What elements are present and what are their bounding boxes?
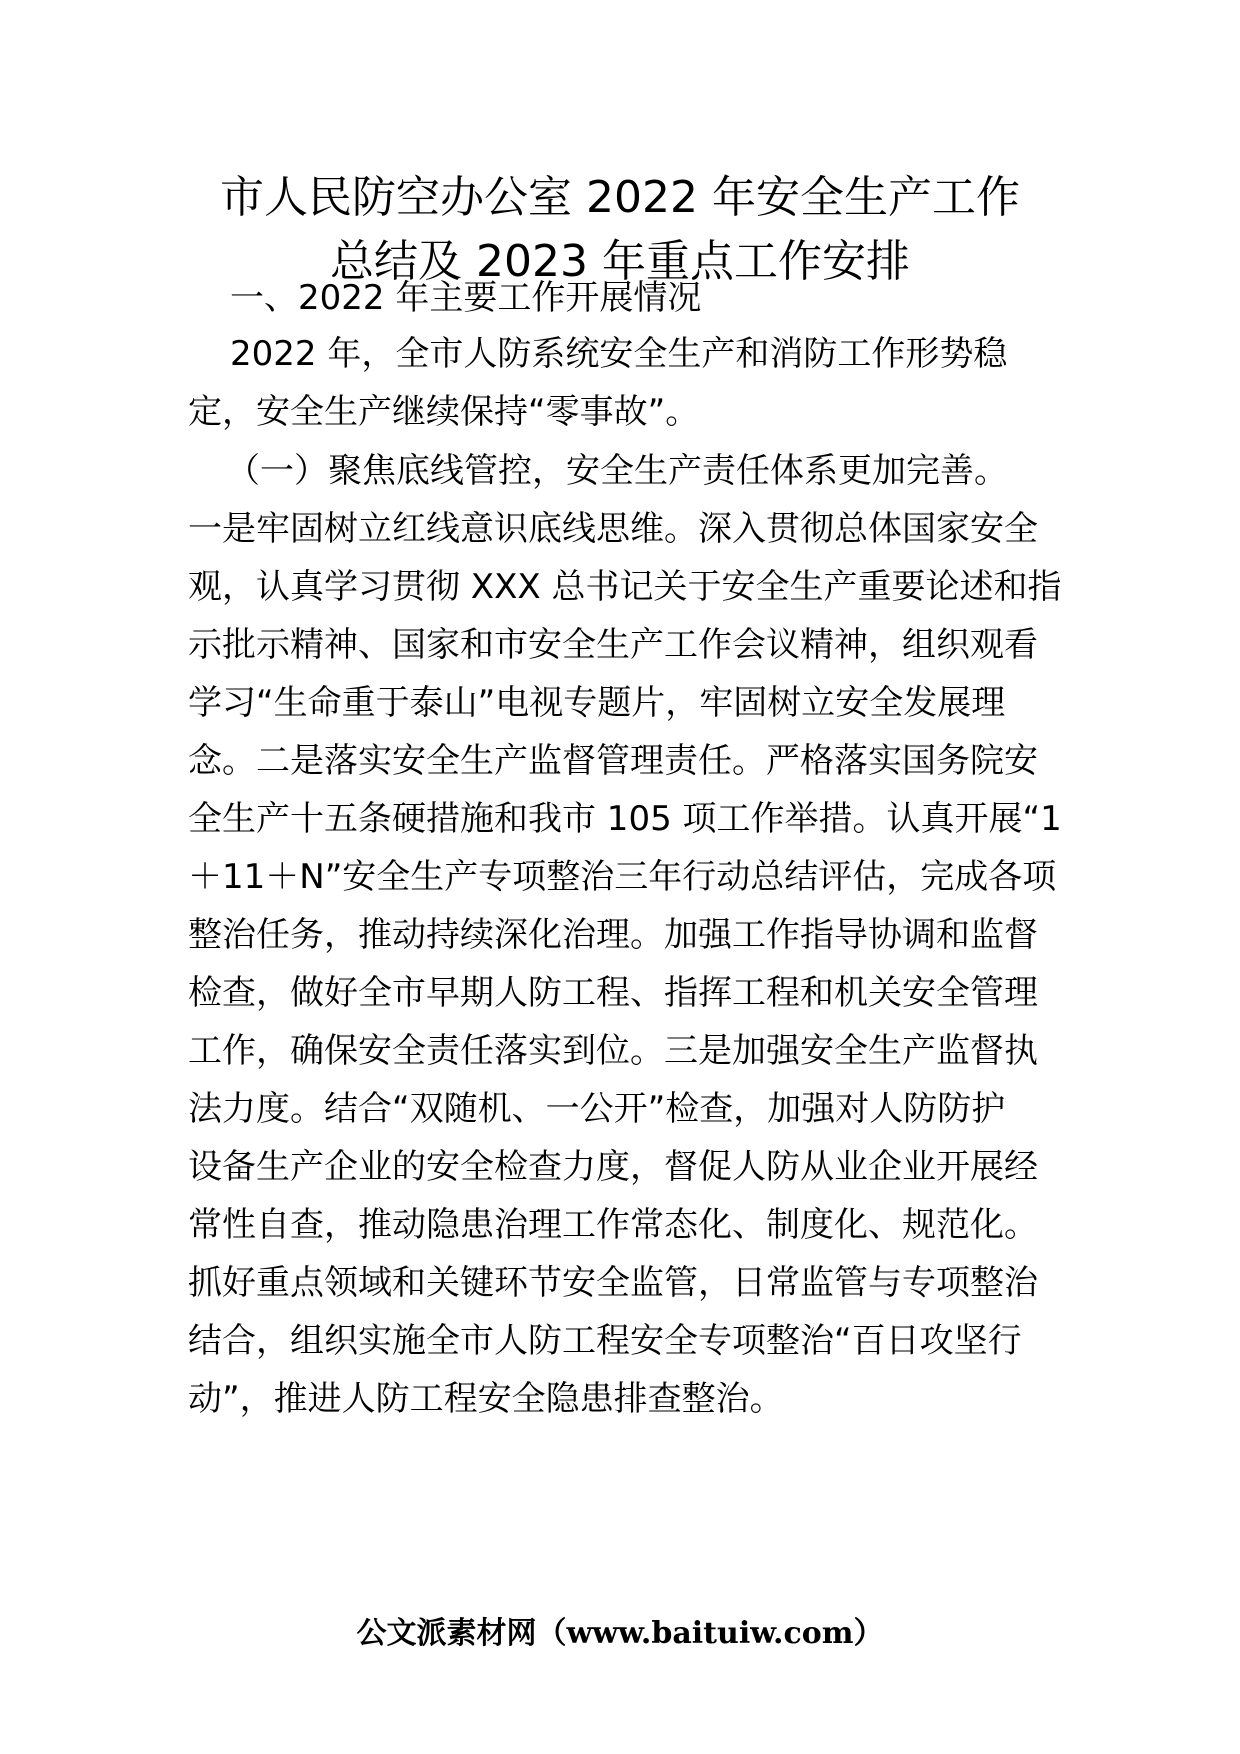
body-line-10: 检查，做好全市早期人防工程、指挥工程和机关安全管理 <box>188 973 1038 1013</box>
body-line-1: （一）聚焦底线管控，安全生产责任体系更加完善。 <box>226 451 1008 491</box>
body-line-5: 学习“生命重于泰山”电视专题片，牢固树立安全发展理 <box>188 683 1006 723</box>
body-line-4: 示批示精神、国家和市安全生产工作会议精神，组织观看 <box>188 625 1038 665</box>
section-heading: 一、2022 年主要工作开展情况 <box>230 278 702 318</box>
body-line-6: 念。二是落实安全生产监督管理责任。严格落实国务院安 <box>188 741 1038 781</box>
body-line-7: 全生产十五条硬措施和我市 105 项工作举措。认真开展“1 <box>188 799 1062 839</box>
body-line-15: 抓好重点领域和关键环节安全监管，日常监管与专项整治 <box>188 1263 1038 1303</box>
body-line-17: 动”，推进人防工程安全隐患排查整治。 <box>188 1379 784 1419</box>
body-line-8: ＋11＋N”安全生产专项整治三年行动总结评估，完成各项 <box>188 857 1057 897</box>
body-line-2: 一是牢固树立红线意识底线思维。深入贯彻总体国家安全 <box>188 509 1038 549</box>
body-line-9: 整治任务，推动持续深化治理。加强工作指导协调和监督 <box>188 915 1038 955</box>
intro-line-2: 定，安全生产继续保持“零事故”。 <box>188 392 700 432</box>
body-line-12: 法力度。结合“双随机、一公开”检查，加强对人防防护 <box>188 1089 1006 1129</box>
document-title-line-1: 市人民防空办公室 2022 年安全生产工作 <box>220 172 1020 223</box>
intro-line-1: 2022 年，全市人防系统安全生产和消防工作形势稳 <box>230 334 1008 374</box>
body-line-16: 结合，组织实施全市人防工程安全专项整治“百日攻坚行 <box>188 1321 1022 1361</box>
body-line-14: 常性自查，推动隐患治理工作常态化、制度化、规范化。 <box>188 1205 1038 1245</box>
document-title-line-2: 总结及 2023 年重点工作安排 <box>330 236 910 287</box>
body-line-3: 观，认真学习贯彻 XXX 总书记关于安全生产重要论述和指 <box>188 567 1062 607</box>
body-line-11: 工作，确保安全责任落实到位。三是加强安全生产监督执 <box>188 1031 1038 1071</box>
body-line-13: 设备生产企业的安全检查力度，督促人防从业企业开展经 <box>188 1147 1038 1187</box>
footer-watermark-text: 公文派素材网（www.baituiw.com） <box>356 1616 884 1651</box>
